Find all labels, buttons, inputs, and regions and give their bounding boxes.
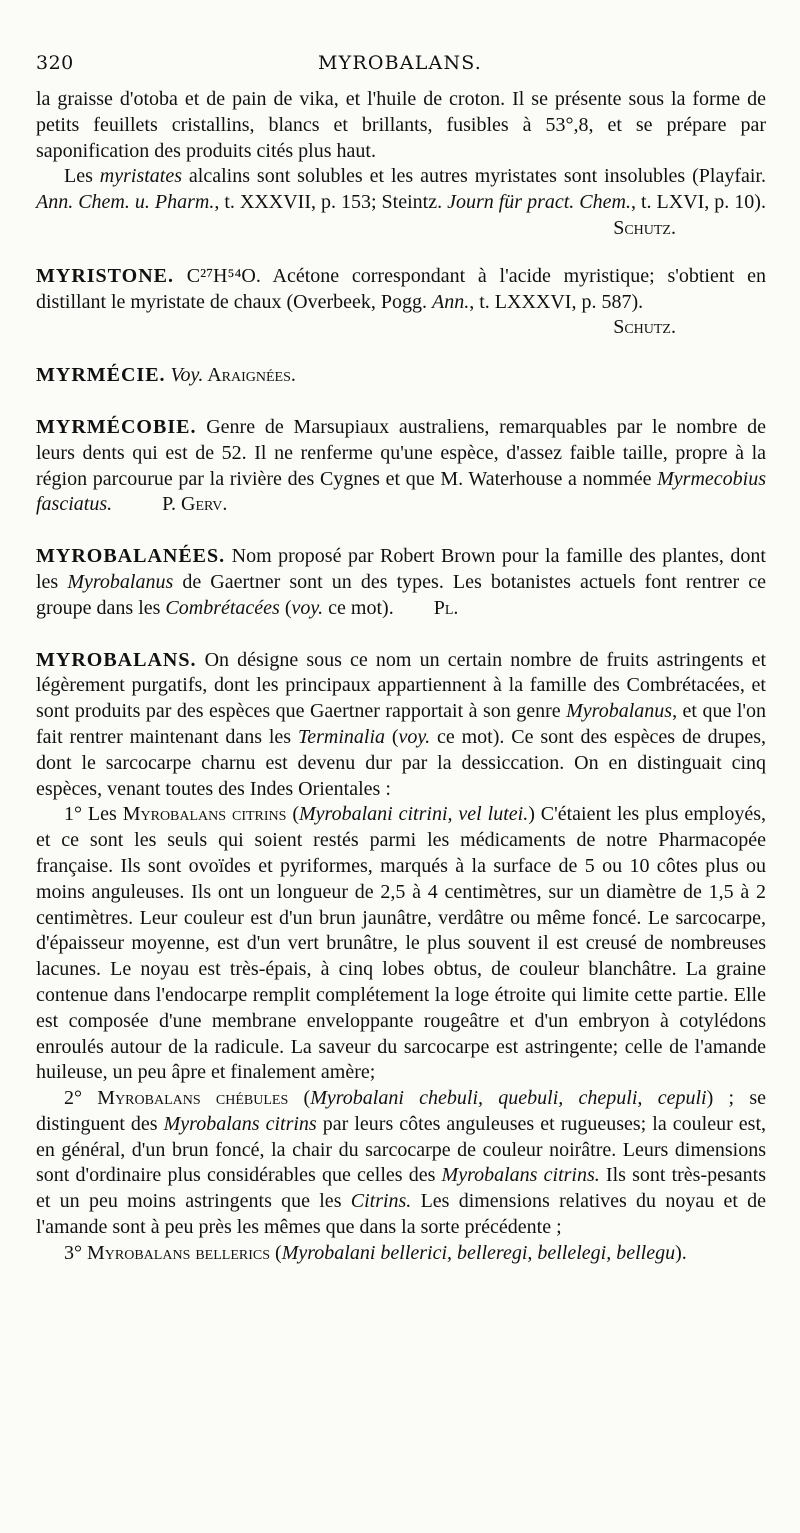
entry-myrobalanees: MYROBALANÉES. Nom proposé par Robert Brown pour la famille des plantes, dont les Myrobalanus de Gaertner sont un des types. Les botanistes actuels font rentrer ce groupe dans les Combrétacées (voy. ce mot). Pl. [36, 544, 766, 621]
signature: P. Gerv. [162, 493, 228, 516]
signature: Schutz. [613, 316, 676, 339]
entry-headword: MYROBALANS. [36, 648, 197, 671]
list-item-chebules: 2° Myrobalans chébules (Myrobalani chebuli, quebuli, chepuli, cepuli) ; se distinguent des Myrobalans citrins par leurs côtes anguleuses et rugueuses; la couleur est, en général, d'un brun foncé, la chair du sarcocarpe de couleur noirâtre. Leurs dimensions sont d'ordinaire plus considérables que celles des Myrobalans citrins. Ils sont très-pesants et un peu moins astringents que les Citrins. Les dimensions relatives du noyau et de l'amande sont à peu près les mêmes que dans la sorte précédente ; [36, 1087, 767, 1239]
entry-headword: MYRMÉCIE. [36, 364, 166, 387]
myristic-continuation: la graisse d'otoba et de pain de vika, et l'huile de croton. Il se présente sous la forme de petits feuillets cristallins, blancs et brillants, fusibles à 53°,8, et se prépare par saponification des produits cités plus haut. [36, 88, 766, 162]
list-item-citrins: 1° Les Myrobalans citrins (Myrobalani citrini, vel lutei.) C'étaient les plus employés, et ce sont les seuls qui soient restés parmi les médicaments de notre Pharmacopée française. Ils sont ovoïdes et pyriformes, marqués à la surface de 5 ou 10 côtes plus ou moins anguleuses. Ils ont un longueur de 2,5 à 4 centimètres, sur un diamètre de 1,5 à 2 centimètres. Leur couleur est d'un brun jaunâtre, verdâtre ou même foncé. Le sarcocarpe, d'épaisseur moyenne, est d'un vert brunâtre, le plus souvent il est creusé de nombreuses lacunes. Le noyau est très-épais, à cinq lobes obtus, de couleur blanchâtre. La graine contenue dans l'endocarpe remplit complétement la loge étroite qui limite cette partie. Elle est composée d'une membrane enveloppante rougeâtre et d'un embryon à cotylédons enroulés autour de la radicule. La saveur du sarcocarpe est astringente; celle de l'amande huileuse, un peu âpre et finalement amère; [36, 803, 767, 1084]
signature: Schutz. [613, 216, 676, 239]
entry-myrobalans: MYROBALANS. On désigne sous ce nom un certain nombre de fruits astringents et légèrement purgatifs, dont les principaux appartiennent à la famille des Combrétacées, et sont produits par des espèces que Gaertner rapportait à son genre Myrobalanus, et que l'on fait rentrer maintenant dans les Terminalia (voy. ce mot). Ce sont des espèces de drupes, dont le sarcocarpe charnu est devenu dur par la dessiccation. On en distinguait cinq espèces, venant toutes des Indes Orientales : [36, 648, 766, 800]
page-body [36, 87, 766, 1267]
list-item-bellerics: 3° Myrobalans bellerics (Myrobalani bellerici, belleregi, bellelegi, bellegu). [64, 1241, 687, 1264]
entry-headword: MYRMÉCOBIE. [36, 415, 197, 438]
entry-headword: MYRISTONE. [36, 264, 174, 287]
entry-myrmecobie: MYRMÉCOBIE. Genre de Marsupiaux australiens, remarquables par le nombre de leurs dents qui est de 52. Il ne renferme qu'une espèce, d'assez faible taille, propre à la région parcourue par la rivière des Cygnes et que M. Waterhouse a nommée Myrmecobius fasciatus. P. Gerv. [36, 415, 766, 518]
myristates-paragraph: Les myristates alcalins sont solubles et les autres myristates sont insolubles (Playfair. Ann. Chem. u. Pharm., t. XXXVII, p. 153; Steintz. Journ für pract. Chem., t. LXVI, p. 10). [36, 165, 766, 214]
running-head: MYROBALANS. [317, 52, 483, 74]
page-number: 320 [36, 52, 74, 74]
page-header [36, 52, 764, 82]
entry-myrmecie: MYRMÉCIE. Voy. Araignées. [36, 364, 296, 387]
entry-myristone: MYRISTONE. C²⁷H⁵⁴O. Acétone correspondant à l'acide myristique; s'obtient en distillant le myristate de chaux (Overbeek, Pogg. Ann., t. LXXXVI, p. 587). [36, 264, 767, 313]
entry-headword: MYROBALANÉES. [36, 545, 226, 568]
signature: Pl. [433, 596, 459, 619]
